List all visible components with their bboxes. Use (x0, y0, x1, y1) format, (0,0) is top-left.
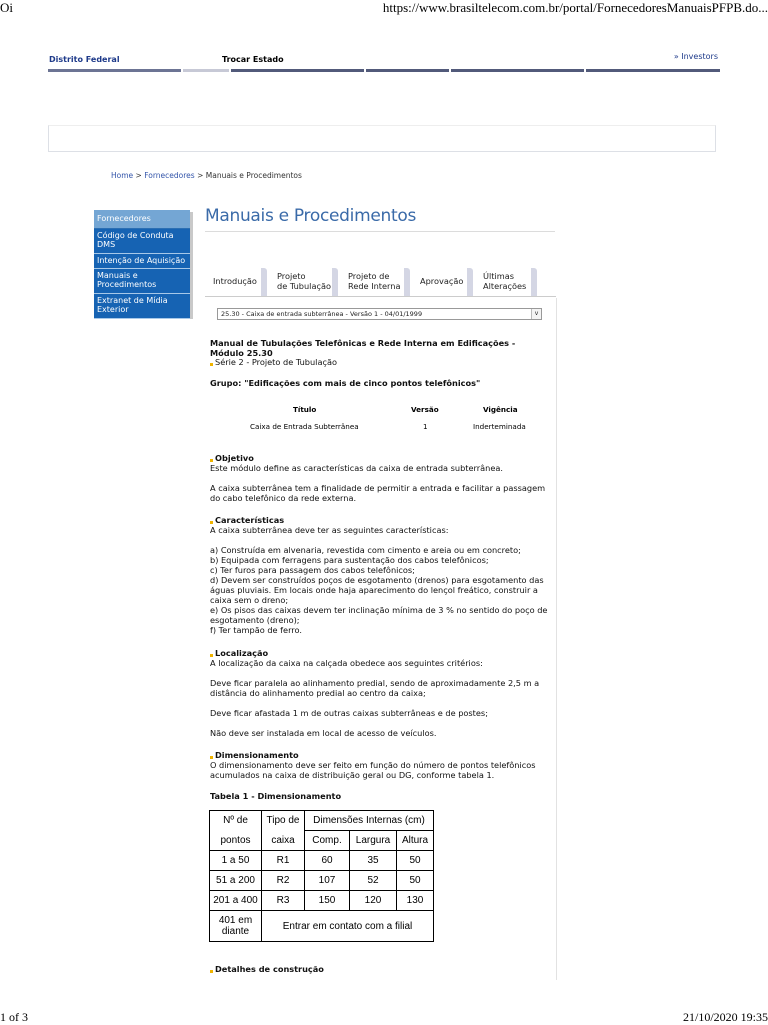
change-state-link[interactable]: Trocar Estado (222, 55, 284, 64)
serie-text: Série 2 - Projeto de Tubulação (215, 357, 337, 367)
section-caracteristicas (210, 515, 547, 635)
section-localizacao (210, 648, 539, 738)
list-item: c) Ter furos para passagem dos cabos telefônicos; (210, 565, 415, 575)
doc-title-line2: Módulo 25.30 (210, 348, 273, 358)
header-tipo-1: Tipo de (262, 811, 305, 831)
paragraph: A localização da caixa na calçada obedece aos seguintes critérios: (210, 658, 483, 668)
cell-comp: 60 (305, 851, 350, 871)
top-navigation (48, 50, 720, 74)
tab-label: Aprovação (420, 276, 464, 286)
table-title: Tabela 1 - Dimensionamento (210, 791, 342, 801)
paragraph: Deve ficar afastada 1 m de outras caixas subterrâneas e de postes; (210, 708, 488, 718)
tab-label: Últimas (483, 271, 515, 281)
bullet-icon (210, 756, 213, 759)
tab-label: Introdução (213, 276, 257, 286)
paragraph: Não deve ser instalada em local de acesso de veículos. (210, 728, 437, 738)
module-select[interactable] (217, 308, 542, 320)
table-row (210, 891, 434, 911)
tab-projeto-tubulacao[interactable] (269, 266, 338, 296)
section-heading: Detalhes de construção (215, 964, 324, 974)
table-row (210, 911, 434, 942)
breadcrumb-separator: > (133, 171, 145, 180)
print-page-number: 1 of 3 (0, 1010, 28, 1024)
list-item: esgotamento (dreno); (210, 615, 300, 625)
paragraph: Deve ficar paralela ao alinhamento predial, sendo de aproximadamente 2,5 m a (210, 678, 540, 688)
paragraph: do cabo telefônico da rede externa. (210, 493, 357, 503)
tab-introducao[interactable] (205, 266, 267, 296)
sidebar-item-manuais[interactable]: Manuais e Procedimentos (94, 269, 190, 294)
doc-grupo: Grupo: "Edificações com mais de cinco pontos telefônicos" (210, 378, 481, 388)
sidebar-menu (94, 210, 190, 319)
current-state-link[interactable]: Distrito Federal (49, 55, 120, 64)
print-timestamp: 21/10/2020 19:35 (682, 1010, 768, 1024)
tab-separator (404, 268, 410, 296)
bullet-icon (210, 970, 213, 973)
header-dimensoes: Dimensões Internas (cm) (305, 811, 434, 831)
paragraph: A caixa subterrânea deve ter as seguintes características: (210, 525, 449, 535)
bullet-icon (210, 654, 213, 657)
sidebar-item-extranet[interactable]: Extranet de Mídia Exterior (94, 294, 190, 319)
paragraph: O dimensionamento deve ser feito em função do número de pontos telefônicos (210, 760, 536, 770)
breadcrumb-home[interactable]: Home (111, 171, 134, 180)
list-item: e) Os pisos das caixas devem ter inclinação mínima de 3 % no sentido do poço de (210, 605, 548, 615)
doc-title-line1: Manual de Tubulações Telefônicas e Rede Interna em Edificações - (210, 338, 516, 348)
section-detalhes (210, 964, 324, 974)
header-comp: Comp. (305, 831, 350, 851)
section-heading: Objetivo (215, 453, 254, 463)
table-row (210, 871, 434, 891)
sidebar-header[interactable]: Fornecedores (94, 210, 190, 229)
investors-link[interactable]: » Investors (673, 52, 718, 61)
tab-label: Projeto de (348, 271, 390, 281)
tab-separator (531, 268, 537, 296)
search-area (48, 125, 716, 152)
tab-label: Alterações (483, 281, 527, 291)
bullet-icon (210, 521, 213, 524)
breadcrumb-fornecedores[interactable]: Fornecedores (144, 171, 195, 180)
chevron-down-icon[interactable]: v (531, 309, 541, 319)
tab-separator (332, 268, 338, 296)
cell-pontos-line2: diante (221, 926, 250, 937)
tab-ultimas-alteracoes[interactable] (475, 266, 537, 296)
cell-altura: 130 (397, 891, 434, 911)
nav-divider-bars (48, 69, 720, 72)
list-item: b) Equipada com ferragens para sustentação dos cabos telefônicos; (210, 555, 489, 565)
cell-altura: 50 (397, 851, 434, 871)
cell-largura: 35 (350, 851, 397, 871)
breadcrumb-current: Manuais e Procedimentos (205, 171, 302, 180)
paragraph: distância do alinhamento predial ao centro da caixa; (210, 688, 426, 698)
section-objetivo (210, 453, 545, 503)
table-row (210, 851, 434, 871)
paragraph: acumulados na caixa de distribuição geral ou DG, conforme tabela 1. (210, 770, 495, 780)
list-item: d) Devem ser construídos poços de esgotamento (drenos) para esgotamento das (210, 575, 544, 585)
cell-pontos: 201 a 400 (210, 891, 262, 911)
tab-projeto-rede-interna[interactable] (340, 266, 410, 296)
doc-serie (210, 357, 337, 367)
breadcrumb (111, 171, 302, 180)
bullet-icon (210, 363, 213, 366)
info-header-titulo: Título (293, 405, 317, 414)
bullet-icon (210, 459, 213, 462)
cell-largura: 120 (350, 891, 397, 911)
cell-tipo: R1 (262, 851, 305, 871)
info-titulo: Caixa de Entrada Subterrânea (250, 422, 359, 431)
cell-tipo: R3 (262, 891, 305, 911)
tabs-underline (205, 296, 556, 297)
print-page-title: Oi (0, 0, 13, 15)
section-dimensionamento (210, 750, 536, 780)
header-largura: Largura (350, 831, 397, 851)
list-item: f) Ter tampão de ferro. (210, 625, 302, 635)
doc-title (210, 338, 515, 358)
sidebar-shadow (190, 212, 193, 319)
cell-pontos-line1: 401 em (218, 915, 253, 926)
paragraph: A caixa subterrânea tem a finalidade de permitir a entrada e facilitar a passagem (210, 483, 546, 493)
section-heading: Características (215, 515, 285, 525)
tab-separator (261, 268, 267, 296)
section-heading: Localização (215, 648, 269, 658)
tab-aprovacao[interactable] (412, 266, 473, 296)
header-altura: Altura (397, 831, 434, 851)
module-select-value: 25.30 - Caixa de entrada subterrânea - Versão 1 - 04/01/1999 (221, 310, 423, 318)
sidebar-item-codigo-conduta[interactable]: Código de Conduta DMS (94, 229, 190, 254)
header-pontos-1: Nº de (210, 811, 262, 831)
info-header-versao: Versão (411, 405, 439, 414)
title-divider (205, 231, 555, 232)
sidebar-item-intencao-aquisicao[interactable]: Intenção de Aquisição (94, 254, 190, 269)
cell-contact: Entrar em contato com a filial (262, 911, 434, 942)
header-tipo-2: caixa (262, 831, 305, 851)
print-url: https://www.brasiltelecom.com.br/portal/FornecedoresManuaisPFPB.do... (382, 0, 768, 15)
list-item: águas pluviais. Em locais onde haja aparecimento do lençol freático, construir a (210, 585, 538, 595)
info-header-vigencia: Vigência (483, 405, 518, 414)
tab-separator (467, 268, 473, 296)
tab-label: de Tubulação (277, 281, 331, 291)
dimension-table (209, 810, 434, 942)
cell-altura: 50 (397, 871, 434, 891)
list-item: a) Construída em alvenaria, revestida com cimento e areia ou em concreto; (210, 545, 521, 555)
header-pontos-2: pontos (210, 831, 262, 851)
tab-label: Projeto (277, 271, 306, 281)
info-vigencia: Inderteminada (473, 422, 526, 431)
print-footer (0, 1010, 768, 1024)
list-item: caixa sem o dreno; (210, 595, 289, 605)
breadcrumb-separator: > (194, 171, 206, 180)
print-header (0, 0, 768, 16)
section-heading: Dimensionamento (215, 750, 299, 760)
cell-tipo: R2 (262, 871, 305, 891)
tab-bar (205, 266, 557, 298)
cell-largura: 52 (350, 871, 397, 891)
paragraph: Este módulo define as características da caixa de entrada subterrânea. (210, 463, 503, 473)
cell-pontos (210, 911, 262, 942)
cell-comp: 150 (305, 891, 350, 911)
cell-pontos: 1 a 50 (210, 851, 262, 871)
page-title: Manuais e Procedimentos (205, 206, 417, 226)
cell-pontos: 51 a 200 (210, 871, 262, 891)
info-versao: 1 (423, 422, 428, 431)
cell-comp: 107 (305, 871, 350, 891)
tab-label: Rede Interna (348, 281, 401, 291)
